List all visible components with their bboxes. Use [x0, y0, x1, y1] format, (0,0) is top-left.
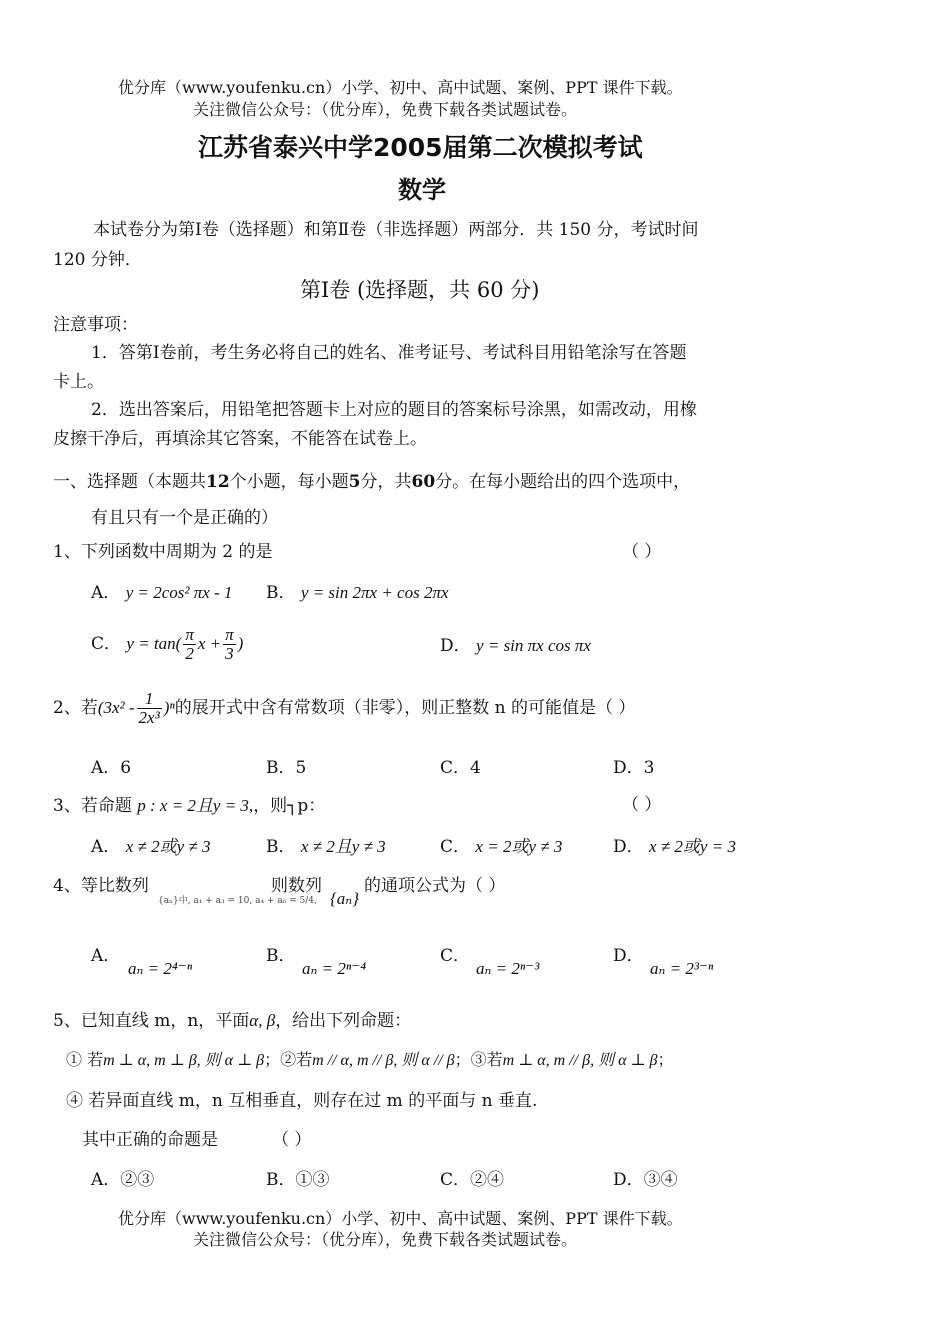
q3-stem: 3、若命题 p : x = 2且y = 3,，则┐p：	[53, 796, 326, 816]
note-2-line-2: 皮擦干净后，再填涂其它答案，不能答在试卷上。	[53, 429, 427, 449]
q3-answer-blank: （ ）	[622, 795, 662, 815]
footer-line-2: 关注微信公众号：（优分库），免费下载各类试题试卷。	[193, 1230, 578, 1249]
q1-option-a: A． y = 2cos² πx - 1	[91, 583, 233, 603]
q4-stem-pre: 4、等比数列	[53, 876, 149, 896]
q2-option-d: D．3	[613, 758, 655, 778]
exam-title: 江苏省泰兴中学2005届第二次模拟考试	[198, 133, 643, 162]
q3-option-c: C． x = 2或y ≠ 3	[440, 837, 563, 857]
header-line-2: 关注微信公众号：（优分库），免费下载各类试题试卷。	[193, 100, 578, 119]
points-each: 5	[348, 472, 361, 492]
part-1-text-a: 一、选择题（本题共	[53, 472, 206, 492]
q2-option-a: A．6	[91, 758, 132, 778]
q5-option-c: C．②④	[440, 1170, 505, 1190]
q1-frac-pi-3: $\frac{\pi}{3}$	[225, 625, 234, 663]
q1-option-a-expr: y = 2cos² πx - 1	[125, 583, 233, 602]
q4-stem-post: 的通项公式为（ ）	[364, 876, 506, 896]
q1-frac-pi-2: $\frac{\pi}{2}$	[185, 625, 194, 663]
intro-line-2: 120 分钟．	[53, 250, 142, 270]
q5-option-a: A．②③	[91, 1170, 155, 1190]
q4-option-d-label: D．	[613, 946, 644, 966]
q2-frac: $\frac{1}{\text{2x³}}$	[138, 689, 160, 727]
q1-option-b: B． y = sin 2πx + cos 2πx	[266, 583, 449, 603]
note-1-line-1: 1．答第Ⅰ卷前，考生务必将自己的姓名、准考证号、考试科目用铅笔涂写在答题	[91, 343, 687, 363]
q4-option-a-label: A．	[91, 946, 121, 966]
q1-answer-blank: （ ）	[622, 542, 662, 562]
footer-line-1: 优分库（www.youfenku.cn）小学、初中、高中试题、案例、PPT 课件下载。	[118, 1209, 683, 1228]
q4-condition: {aₙ}中, a₁ + a₃ = 10, a₄ + a₆ = 5/4,	[158, 896, 317, 906]
q5-propositions-1-3: ① 若m ⊥ α, m ⊥ β, 则 α ⊥ β；②若m // α, m // β, 则 α // β；③若m ⊥ α, m // β, 则 α ⊥ β；	[66, 1050, 674, 1069]
q4-option-b-expr: aₙ = 2ⁿ⁻⁴	[302, 959, 367, 978]
q5-stem: 5、已知直线 m，n，平面α, β，给出下列命题：	[53, 1011, 412, 1031]
q5-option-d: D．③④	[613, 1170, 678, 1190]
q3-option-b: B． x ≠ 2且y ≠ 3	[266, 837, 386, 857]
part-1-heading-line-2: 有且只有一个是正确的）	[91, 508, 278, 528]
points-total: 60	[411, 472, 436, 492]
q2-option-b: B．5	[266, 758, 307, 778]
notes-heading: 注意事项：	[53, 315, 138, 335]
q1-option-c: C． y = tan( $\frac{\pi}{2}$ x + $\frac{\pi}{3}$ )	[91, 625, 244, 663]
q1-option-b-expr: y = sin 2πx + cos 2πx	[300, 583, 449, 602]
section-1-heading: 第Ⅰ卷 (选择题，共 60 分)	[300, 278, 540, 302]
q5-option-b: B．①③	[266, 1170, 330, 1190]
note-1-line-2: 卡上。	[53, 372, 104, 392]
part-1-heading	[53, 474, 690, 491]
q1-stem: 1、下列函数中周期为 2 的是	[53, 542, 273, 562]
q4-sequence: {aₙ}	[330, 889, 359, 908]
part-1-text-b: 个小题，每小题	[229, 472, 349, 492]
q3-proposition: p : x = 2且y = 3,	[137, 796, 254, 815]
q2-stem: 2、若(3x² - $\frac{1}{\text{2x³}}$ )ⁿ的展开式中含有常数项（非零），则正整数 n 的可能值是（ ）	[53, 689, 636, 727]
q4-option-c-expr: aₙ = 2ⁿ⁻³	[476, 959, 540, 978]
q4-option-b-label: B．	[266, 946, 296, 966]
q4-option-a-expr: aₙ = 2⁴⁻ⁿ	[128, 959, 193, 978]
q4-option-c-label: C．	[440, 946, 471, 966]
q2-option-c: C．4	[440, 758, 481, 778]
q4-option-d-expr: aₙ = 2³⁻ⁿ	[650, 959, 714, 978]
header-line-1: 优分库（www.youfenku.cn）小学、初中、高中试题、案例、PPT 课件下载。	[118, 78, 683, 97]
q5-ask: 其中正确的命题是	[82, 1130, 218, 1150]
q5-answer-blank: （ ）	[272, 1130, 312, 1150]
note-2-line-1: 2．选出答案后，用铅笔把答题卡上对应的题目的答案标号涂黑，如需改动，用橡	[91, 400, 697, 420]
subject-title: 数学	[398, 176, 446, 204]
intro-line-1: 本试卷分为第Ⅰ卷（选择题）和第Ⅱ卷（非选择题）两部分．共 150 分，考试时间	[93, 220, 699, 240]
question-count: 12	[206, 472, 230, 492]
part-1-text-c: 分，共	[360, 472, 412, 492]
q5-proposition-4: ④ 若异面直线 m，n 互相垂直，则存在过 m 的平面与 n 垂直.	[66, 1091, 538, 1111]
q3-option-a: A． x ≠ 2或y ≠ 3	[91, 837, 211, 857]
q3-option-d: D． x ≠ 2或y = 3	[613, 837, 736, 857]
q1-option-d: D． y = sin πx cos πx	[440, 636, 591, 656]
q1-option-d-expr: y = sin πx cos πx	[476, 636, 591, 655]
q4-stem-mid: 则数列	[271, 876, 322, 896]
part-1-text-d: 分。在每小题给出的四个选项中，	[435, 472, 691, 492]
